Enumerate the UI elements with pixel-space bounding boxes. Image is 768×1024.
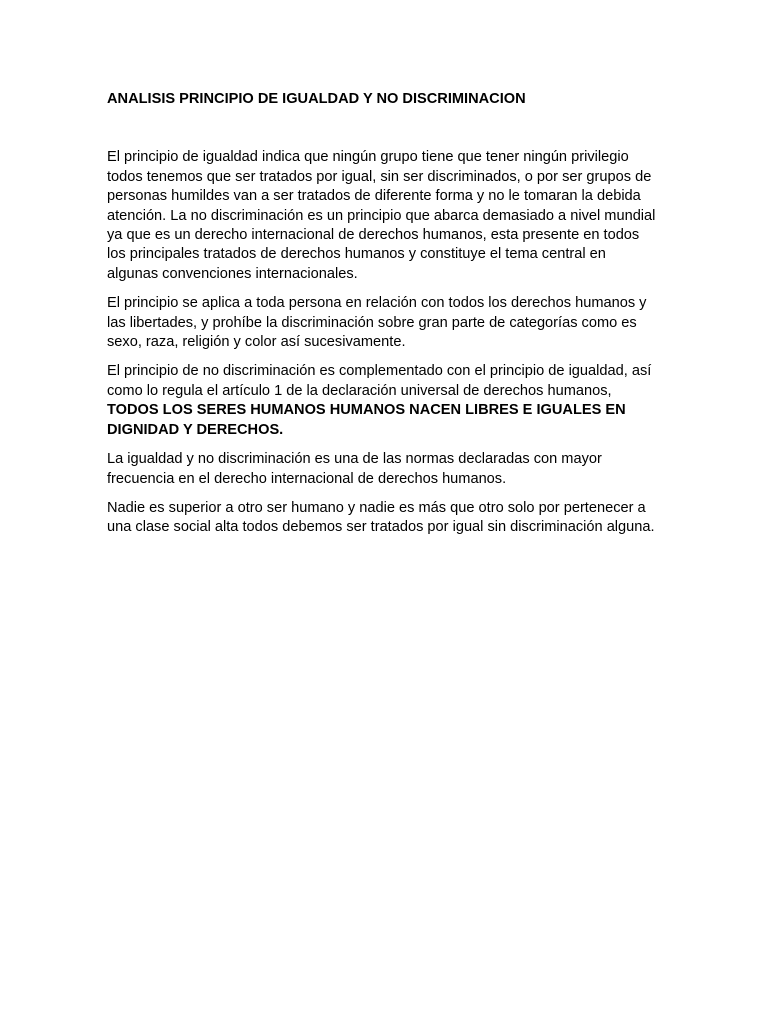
paragraph-aplicacion: El principio se aplica a toda persona en relación con todos los derechos humanos y las libertades, y prohíbe la discriminación sobre gran parte de categorías como es sexo, raza, religión y color así sucesivamente. (107, 295, 647, 351)
paragraph-complemento-text: El principio de no discriminación es complementado con el principio de igualdad, así como lo regula el artículo 1 de la declaración universal de derechos humanos, (107, 363, 652, 399)
declaration-quote: TODOS LOS SERES HUMANOS HUMANOS NACEN LIBRES E IGUALES EN DIGNIDAD Y DERECHOS. (107, 402, 626, 438)
paragraph-normas: La igualdad y no discriminación es una de las normas declaradas con mayor frecuencia en el derecho internacional de derechos humanos. (107, 451, 602, 487)
paragraph-conclusion: Nadie es superior a otro ser humano y nadie es más que otro solo por pertenecer a una clase social alta todos debemos ser tratados por igual sin discriminación alguna. (107, 499, 655, 536)
document-title: ANALISIS PRINCIPIO DE IGUALDAD Y NO DISCRIMINACION (107, 91, 526, 107)
paragraph-complemento (107, 362, 657, 440)
paragraph-igualdad: El principio de igualdad indica que ningún grupo tiene que tener ningún privilegio todos tenemos que ser tratados por igual, sin ser discriminados, o por ser grupos de personas humildes van a ser tratados de diferente forma y no le tomaran la debida atención. La no discriminación es un principio que abarca demasiado a nivel mundial ya que es un derecho internacional de derechos humanos, esta presente en todos los principales tratados de derechos humanos y constituye el tema central en algunas convenciones internacionales. (107, 149, 656, 282)
document-body (107, 90, 657, 548)
